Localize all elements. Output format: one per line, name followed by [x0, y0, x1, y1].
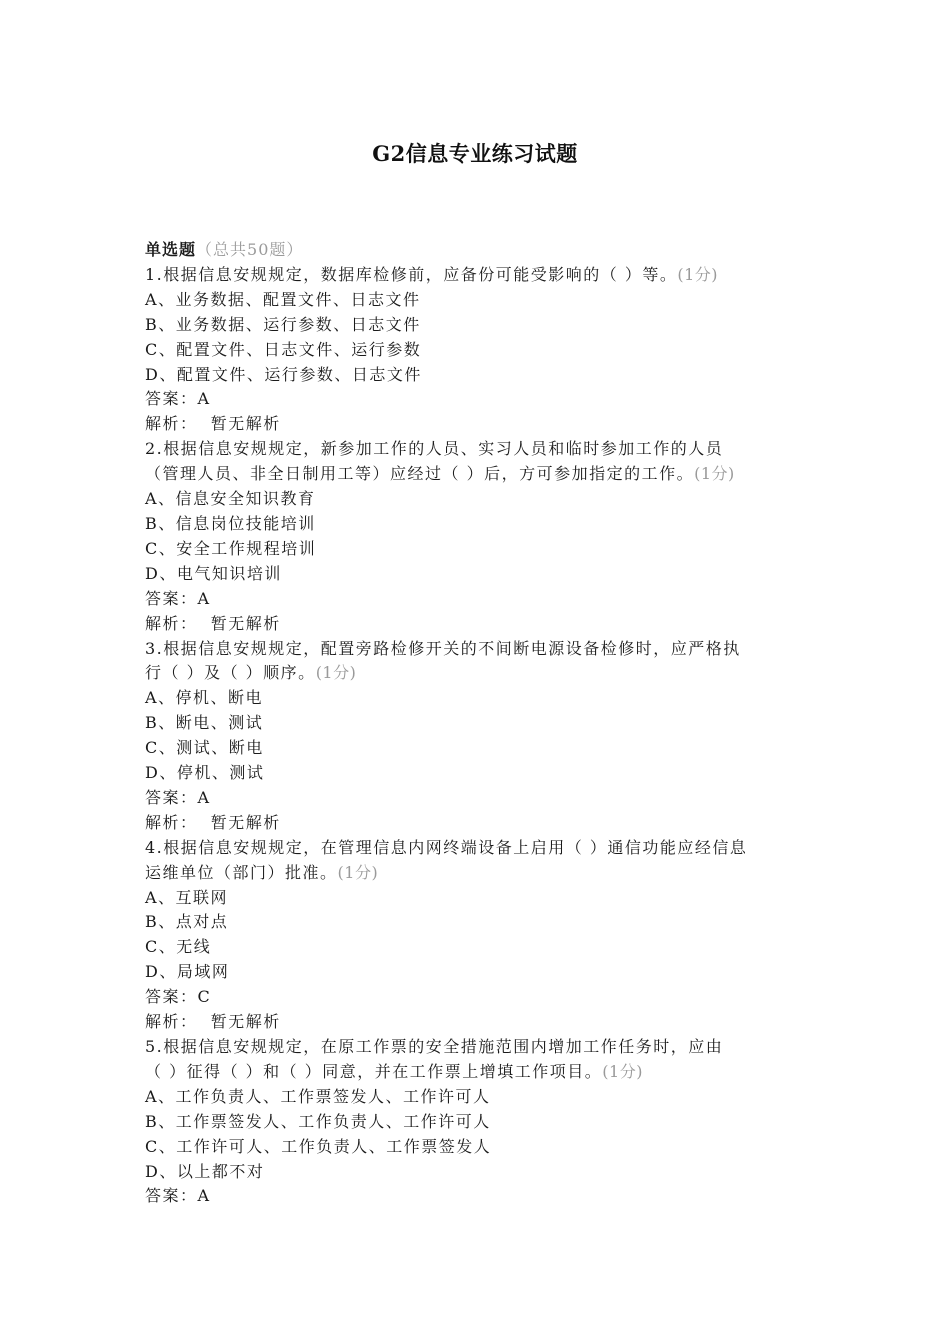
answer-label: 答案： [145, 389, 198, 409]
option-c: C、测试、断电 [145, 738, 264, 758]
option-c: C、配置文件、日志文件、运行参数 [145, 339, 422, 359]
question-score: (1分) [602, 1061, 643, 1081]
section-title: 单选题 [145, 240, 197, 259]
analysis-line [145, 412, 815, 437]
analysis-value: 暂无解析 [210, 812, 281, 832]
option-a: A、停机、断电 [145, 688, 264, 708]
answer-label: 答案： [145, 1186, 198, 1206]
question-item [145, 1035, 815, 1209]
option-a: A、业务数据、配置文件、日志文件 [145, 289, 421, 309]
question-stem-text: （管理人员、非全日制用工等）应经过（ ）后，方可参加指定的工作。 [145, 464, 695, 484]
answer-line [145, 1184, 815, 1209]
question-score: (1分) [677, 264, 719, 284]
question-stem-text: 1.根据信息安规规定，数据库检修前，应备份可能受影响的（ ）等。 [145, 264, 678, 284]
option-a: A、互联网 [145, 887, 229, 907]
question-item [145, 437, 815, 636]
document-title: G2信息专业练习试题 [372, 141, 578, 166]
question-stem-line: 4.根据信息安规规定，在管理信息内网终端设备上启用（ ）通信功能应经信息 [145, 837, 748, 857]
answer-label: 答案： [145, 987, 198, 1007]
answer-line [145, 786, 815, 811]
answer-label: 答案： [145, 588, 198, 608]
answer-label: 答案： [145, 787, 198, 807]
option-d: D、配置文件、运行参数、日志文件 [145, 364, 422, 384]
option-b: B、信息岗位技能培训 [145, 513, 316, 533]
question-item [145, 836, 815, 1035]
question-stem [145, 462, 815, 487]
question-stem-text: 行（ ）及（ ）顺序。 [145, 663, 316, 683]
answer-value: A [197, 1186, 211, 1206]
answer-line [145, 985, 815, 1010]
analysis-line [145, 811, 815, 836]
question-stem [145, 263, 815, 288]
question-stem-text: 运维单位（部门）批准。 [145, 862, 338, 882]
analysis-label: 解析： [145, 613, 198, 633]
analysis-line [145, 1010, 815, 1035]
option-b: B、工作票签发人、工作负责人、工作许可人 [145, 1111, 491, 1131]
question-stem [145, 1060, 815, 1085]
option-d: D、以上都不对 [145, 1161, 265, 1181]
option-c: C、安全工作规程培训 [145, 538, 317, 558]
answer-line [145, 387, 815, 412]
question-stem-line: 2.根据信息安规规定，新参加工作的人员、实习人员和临时参加工作的人员 [145, 439, 724, 459]
question-item [145, 637, 815, 836]
option-c: C、工作许可人、工作负责人、工作票签发人 [145, 1136, 492, 1156]
question-list [145, 238, 815, 1209]
option-d: D、电气知识培训 [145, 563, 282, 583]
option-a: A、信息安全知识教育 [145, 489, 316, 509]
question-stem [145, 861, 815, 886]
option-c: C、无线 [145, 937, 212, 957]
analysis-value: 暂无解析 [210, 414, 281, 434]
question-stem-line: 3.根据信息安规规定，配置旁路检修开关的不间断电源设备检修时，应严格执 [145, 638, 741, 658]
option-b: B、业务数据、运行参数、日志文件 [145, 314, 421, 334]
section-note: （总共50题） [196, 240, 304, 259]
option-d: D、局域网 [145, 962, 230, 982]
analysis-label: 解析： [145, 414, 198, 434]
analysis-label: 解析： [145, 1012, 198, 1032]
answer-line [145, 587, 815, 612]
option-a: A、工作负责人、工作票签发人、工作许可人 [145, 1086, 491, 1106]
analysis-line [145, 612, 815, 637]
question-score: (1分) [315, 663, 357, 683]
question-score: (1分) [694, 464, 735, 484]
answer-value: A [197, 588, 211, 608]
question-stem-text: （ ）征得（ ）和（ ）同意，并在工作票上增填工作项目。 [145, 1061, 603, 1081]
question-item [145, 263, 815, 437]
option-b: B、断电、测试 [145, 713, 264, 733]
option-d: D、停机、测试 [145, 763, 265, 783]
answer-value: A [197, 389, 211, 409]
question-score: (1分) [337, 862, 379, 882]
analysis-value: 暂无解析 [210, 1012, 281, 1032]
analysis-value: 暂无解析 [210, 613, 281, 633]
analysis-label: 解析： [145, 812, 198, 832]
section-heading [145, 238, 815, 263]
question-stem [145, 661, 815, 686]
answer-value: C [197, 987, 212, 1007]
option-b: B、点对点 [145, 912, 229, 932]
question-stem-line: 5.根据信息安规规定，在原工作票的安全措施范围内增加工作任务时，应由 [145, 1037, 724, 1056]
answer-value: A [197, 787, 211, 807]
